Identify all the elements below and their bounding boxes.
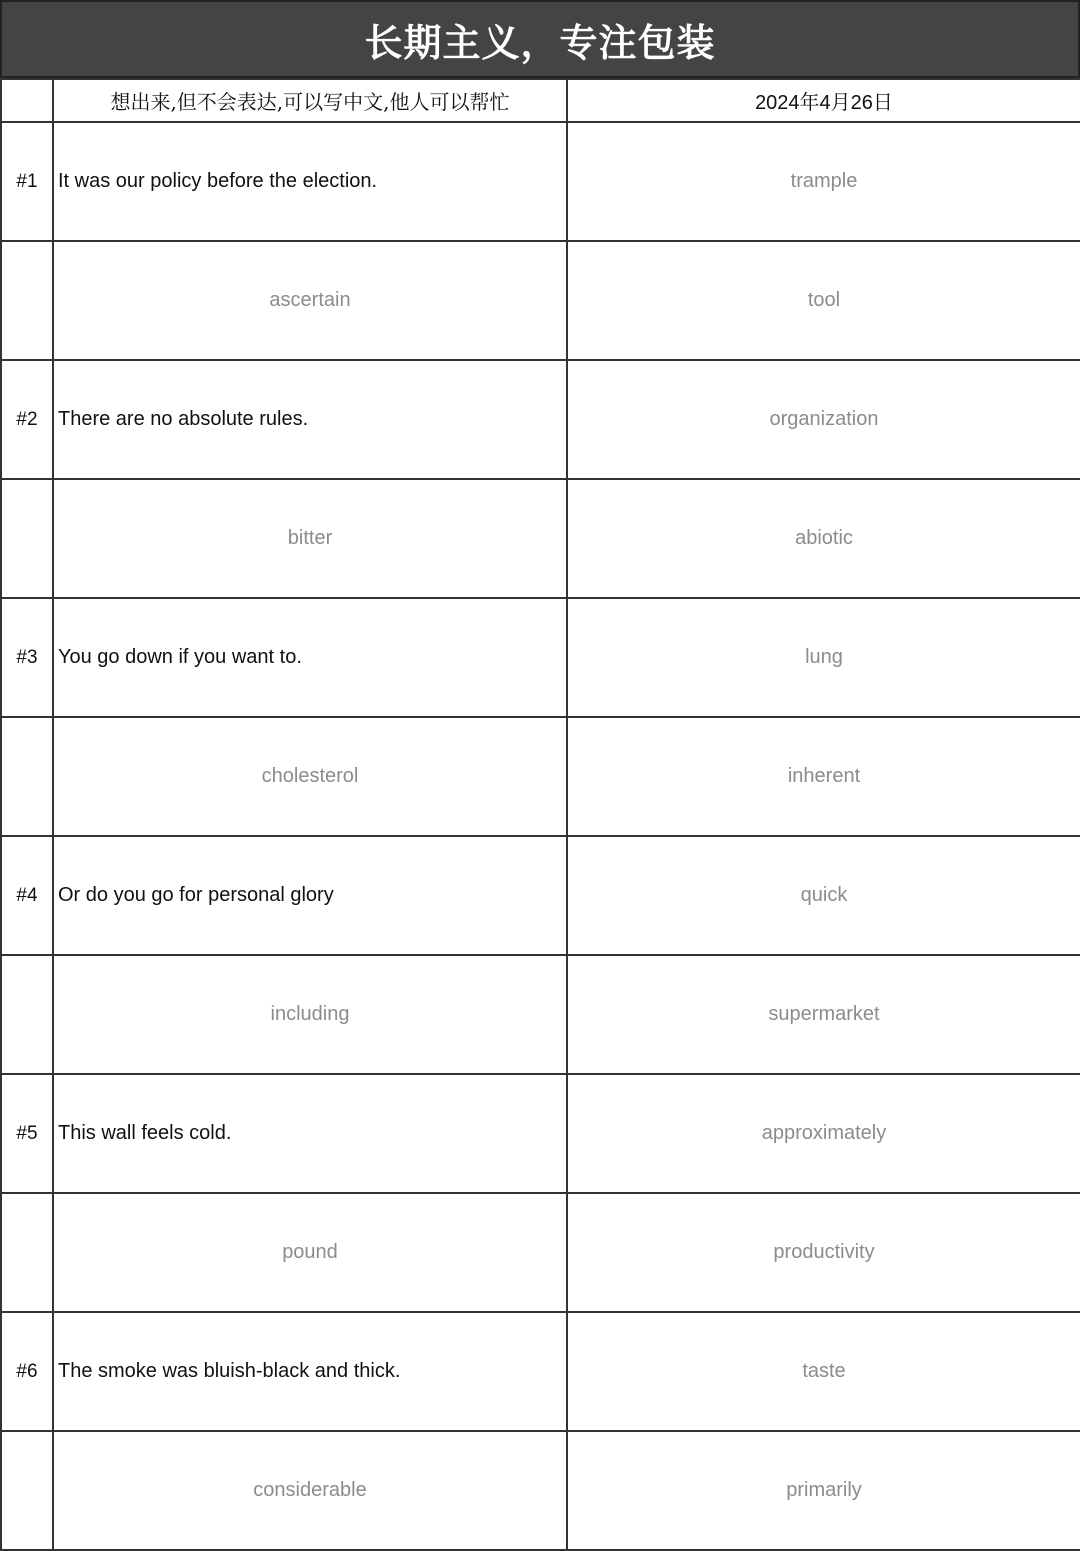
word-cell: considerable: [53, 1431, 567, 1550]
sentence-cell: There are no absolute rules.: [53, 360, 567, 479]
sentence-cell: You go down if you want to.: [53, 598, 567, 717]
word-cell: including: [53, 955, 567, 1074]
word-cell: bitter: [53, 479, 567, 598]
word-row: [1, 717, 1080, 836]
empty-number-cell: [1, 479, 53, 598]
word-cell: productivity: [567, 1193, 1080, 1312]
word-cell: pound: [53, 1193, 567, 1312]
entry-number: #4: [1, 836, 53, 955]
entry-number: #1: [1, 122, 53, 241]
empty-number-cell: [1, 717, 53, 836]
word-cell: trample: [567, 122, 1080, 241]
sentence-row: [1, 836, 1080, 955]
entry-number: #6: [1, 1312, 53, 1431]
entry-table: [0, 78, 1080, 1551]
word-cell: cholesterol: [53, 717, 567, 836]
word-row: [1, 241, 1080, 360]
entry-number: #2: [1, 360, 53, 479]
word-cell: abiotic: [567, 479, 1080, 598]
sentence-cell: The smoke was bluish-black and thick.: [53, 1312, 567, 1431]
empty-number-cell: [1, 241, 53, 360]
sentence-row: [1, 360, 1080, 479]
sentence-cell: Or do you go for personal glory: [53, 836, 567, 955]
header-date: 2024年4月26日: [567, 79, 1080, 122]
word-cell: organization: [567, 360, 1080, 479]
word-cell: inherent: [567, 717, 1080, 836]
sentence-cell: It was our policy before the election.: [53, 122, 567, 241]
word-cell: tool: [567, 241, 1080, 360]
empty-number-cell: [1, 1431, 53, 1550]
entry-number: #5: [1, 1074, 53, 1193]
header-hint: 想出来,但不会表达,可以写中文,他人可以帮忙: [53, 79, 567, 122]
word-cell: primarily: [567, 1431, 1080, 1550]
word-row: [1, 479, 1080, 598]
word-cell: quick: [567, 836, 1080, 955]
sentence-row: [1, 1312, 1080, 1431]
sentence-row: [1, 598, 1080, 717]
sentence-row: [1, 1074, 1080, 1193]
word-cell: lung: [567, 598, 1080, 717]
header-row: [1, 79, 1080, 122]
word-cell: supermarket: [567, 955, 1080, 1074]
sentence-cell: This wall feels cold.: [53, 1074, 567, 1193]
empty-number-cell: [1, 1193, 53, 1312]
word-cell: ascertain: [53, 241, 567, 360]
word-row: [1, 955, 1080, 1074]
word-cell: approximately: [567, 1074, 1080, 1193]
sheet-title: 长期主义，专注包装: [0, 0, 1080, 78]
entry-number: #3: [1, 598, 53, 717]
word-row: [1, 1193, 1080, 1312]
empty-number-cell: [1, 955, 53, 1074]
header-number-cell: [1, 79, 53, 122]
sentence-row: [1, 122, 1080, 241]
word-row: [1, 1431, 1080, 1550]
word-cell: taste: [567, 1312, 1080, 1431]
